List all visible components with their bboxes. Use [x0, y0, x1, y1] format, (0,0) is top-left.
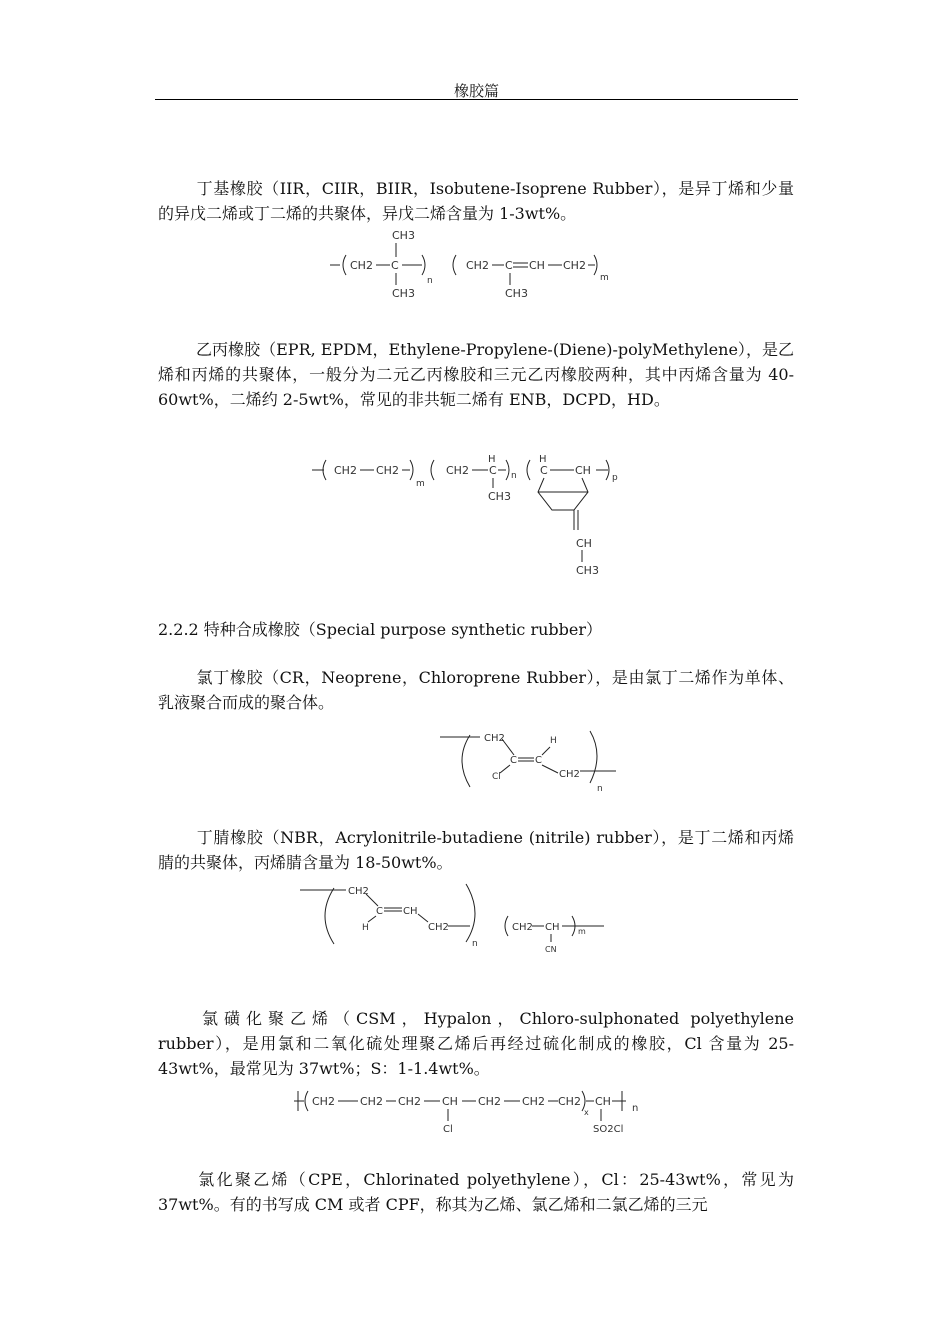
formula-epdm — [312, 448, 642, 583]
csm-sub-n: n — [632, 1103, 639, 1114]
epdm-ch2-b: CH2 — [376, 464, 399, 477]
csm-ch2-1: CH2 — [312, 1095, 335, 1108]
section-heading-2-2-2: 2.2.2 特种合成橡胶（Special purpose synthetic rubber） — [158, 620, 603, 639]
paragraph-csm-text: 氯磺化聚乙烯（CSM，Hypalon，Chloro-sulphonated polyethylene rubber），是用氯和二氧化硫处理聚乙烯后再经过硫化制成的橡胶，Cl 含量为 25-43wt%，最常见为 37wt%；S：1-1.4wt%。 — [158, 1009, 794, 1078]
cr-sub-n: n — [597, 784, 603, 794]
cr-h: H — [550, 736, 557, 746]
paragraph-iir — [158, 176, 794, 226]
epdm-ch2-a: CH2 — [334, 464, 357, 477]
epdm-ch3-exo: CH3 — [576, 564, 599, 577]
paragraph-iir-text: 丁基橡胶（IIR，CIIR，BIIR，Isobutene-Isoprene Rubber），是异丁烯和少量的异戊二烯或丁二烯的共聚体，异戊二烯含量为 1-3wt%。 — [158, 179, 794, 223]
paragraph-nbr-text: 丁腈橡胶（NBR，Acrylonitrile-butadiene (nitrile) rubber），是丁二烯和丙烯腈的共聚体，丙烯腈含量为 18-50wt%。 — [158, 828, 794, 872]
epdm-c-ring: C — [540, 464, 548, 477]
csm-ch-so2: CH — [595, 1095, 611, 1108]
iir-ch2-c: CH2 — [563, 259, 586, 272]
csm-ch2-5: CH2 — [522, 1095, 545, 1108]
iir-ch2-b: CH2 — [466, 259, 489, 272]
csm-ch2-4: CH2 — [478, 1095, 501, 1108]
formula-csm — [290, 1085, 650, 1140]
header-rule — [155, 99, 798, 100]
iir-ch3-top: CH3 — [392, 229, 415, 242]
epdm-sub-n: n — [511, 471, 517, 481]
formula-cr — [440, 725, 620, 800]
epdm-ch-exo: CH — [576, 537, 592, 550]
iir-ch3-bot: CH3 — [392, 287, 415, 300]
nbr-h: H — [362, 923, 369, 933]
csm-ch2-6: CH2 — [558, 1095, 581, 1108]
iir-ch3-bot2: CH3 — [505, 287, 528, 300]
paragraph-epr — [158, 337, 794, 412]
nbr-ch-c: CH — [545, 922, 560, 933]
paragraph-cr — [158, 665, 794, 715]
csm-ch2-3: CH2 — [398, 1095, 421, 1108]
nbr-ch2-b: CH2 — [428, 922, 449, 933]
epdm-ch-ring: CH — [575, 464, 591, 477]
iir-ch2-a: CH2 — [350, 259, 373, 272]
epdm-c-mid: C — [489, 464, 497, 477]
csm-cl: Cl — [443, 1124, 453, 1135]
cr-c-b: C — [535, 755, 542, 766]
nbr-ch2-a: CH2 — [348, 886, 369, 897]
paragraph-epr-text: 乙丙橡胶（EPR, EPDM，Ethylene-Propylene-(Diene)-polyMethylene），是乙烯和丙烯的共聚体，一般分为二元乙丙橡胶和三元乙丙橡胶两种，其中丙烯含量为 40-60wt%，二烯约 2-5wt%，常见的非共轭二烯有 ENB，DCPD，HD。 — [158, 340, 794, 409]
csm-so2cl: SO2Cl — [593, 1124, 624, 1135]
nbr-sub-m: m — [578, 927, 586, 936]
epdm-h-top2: H — [539, 454, 547, 465]
csm-ch-cl: CH — [442, 1095, 458, 1108]
epdm-sub-m: m — [416, 479, 425, 489]
iir-sub-m: m — [600, 273, 609, 283]
nbr-c-a: C — [376, 906, 383, 917]
iir-c-a: C — [391, 259, 399, 272]
formula-iir — [330, 225, 620, 305]
iir-sub-n: n — [427, 276, 433, 286]
page-header-title: 橡胶篇 — [453, 82, 499, 100]
paragraph-cpe-text: 氯化聚乙烯（CPE，Chlorinated polyethylene），Cl：25-43wt%，常见为 37wt%。有的书写成 CM 或者 CPF，称其为乙烯、氯乙烯和二氯乙烯的三元 — [158, 1170, 794, 1214]
paragraph-cpe — [158, 1167, 794, 1217]
nbr-ch-a: CH — [403, 906, 418, 917]
paragraph-csm — [158, 1006, 794, 1081]
cr-c-a: C — [510, 755, 517, 766]
epdm-sub-p: p — [612, 473, 618, 483]
iir-ch-b: CH — [529, 259, 545, 272]
csm-ch2-2: CH2 — [360, 1095, 383, 1108]
paragraph-nbr — [158, 825, 794, 875]
nbr-ch2-c: CH2 — [512, 922, 533, 933]
cr-ch2-b: CH2 — [559, 769, 580, 780]
formula-nbr — [300, 880, 620, 955]
cr-cl: Cl — [492, 772, 501, 782]
nbr-sub-n: n — [472, 939, 478, 949]
epdm-ch2-c: CH2 — [446, 464, 469, 477]
cr-ch2-a: CH2 — [484, 733, 505, 744]
epdm-ch3: CH3 — [488, 490, 511, 503]
paragraph-cr-text: 氯丁橡胶（CR，Neoprene，Chloroprene Rubber），是由氯丁二烯作为单体、乳液聚合而成的聚合体。 — [158, 668, 794, 712]
nbr-cn: CN — [545, 945, 557, 954]
iir-c-b: C — [505, 259, 513, 272]
csm-sub-x: x — [584, 1108, 589, 1117]
epdm-h-top: H — [488, 454, 496, 465]
